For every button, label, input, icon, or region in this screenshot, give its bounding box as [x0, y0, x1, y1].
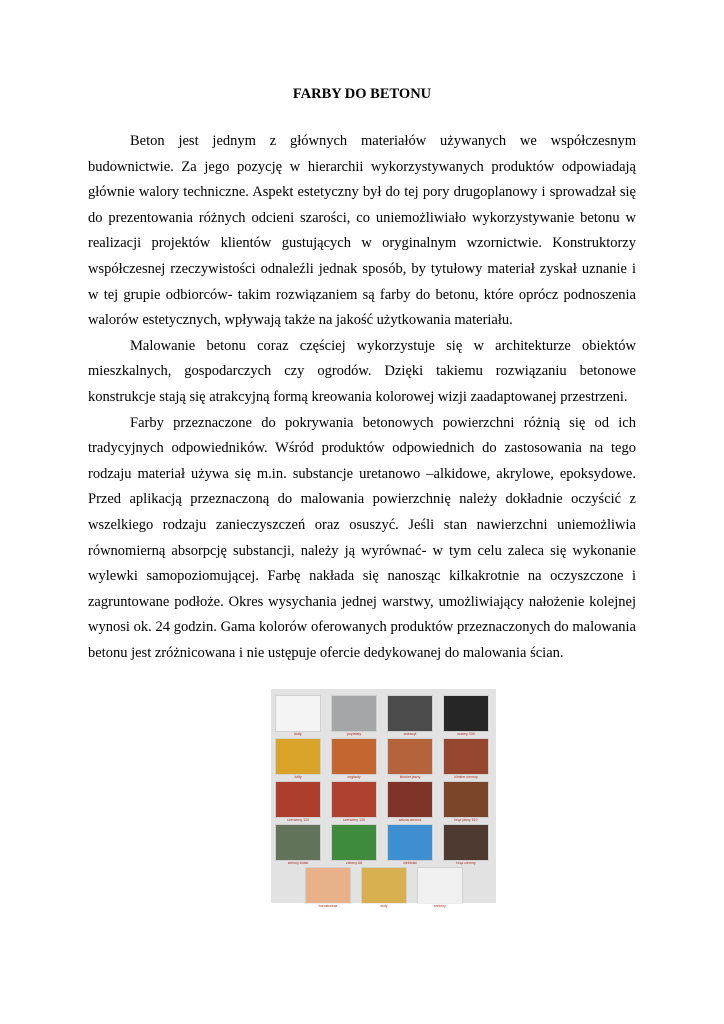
color-swatch-label: klinkier ciemny: [454, 775, 478, 779]
color-swatch: [388, 739, 432, 774]
color-swatch: [276, 825, 320, 860]
color-swatch: [332, 739, 376, 774]
color-swatch-label: zielony 68: [345, 861, 363, 865]
color-swatch: [444, 782, 488, 817]
color-swatch-label: zielony khaki: [287, 861, 309, 865]
color-swatch: [444, 739, 488, 774]
color-swatch-label: brzoskwinia: [318, 904, 338, 908]
color-swatch-label: popielaty: [346, 732, 362, 736]
color-swatch: [388, 782, 432, 817]
color-swatch: [418, 868, 462, 903]
color-swatch: [276, 739, 320, 774]
color-swatch-label: czerwony 110: [287, 818, 309, 822]
color-swatch-label: brąz ciemny: [456, 861, 476, 865]
color-swatch: [276, 696, 320, 731]
color-swatch-label: czerwony 130: [342, 818, 366, 822]
paragraph-3: Farby przeznaczone do pokrywania betonowych powierzchni różnią się od ich tradycyjnych odpowiedników. Wśród produktów odpowiednich do zastosowania na tego rodzaju materiał używa się m.in. substancje uretanowo –alkidowe, akrylowe, epoksydowe. Przed aplikacją przeznaczoną do malowania powierzchnię należy dokładnie oczyścić z wszelkiego rodzaju zanieczyszczeń oraz osuszyć. Jeśli stan nawierzchni uniemożliwia równomierną absorpcję substancji, należy ją wyrównać- w tym celu zaleca się wykonanie wylewki samopoziomującej. Farbę nakłada się nanosząc kilkakrotnie na oczyszczone i zagruntowane podłoże. Okres wysychania jednej warstwy, umożliwiający nałożenie kolejnej wynosi ok. 24 godzin. Gama kolorów oferowanych produktów przeznaczonych do malowania betonu jest zróżnicowana i nie ustępuje ofercie dedykowanej do malowania ścian.: [88, 414, 636, 661]
color-swatch: [306, 868, 350, 903]
color-swatch-label: czarny 330: [457, 732, 475, 736]
color-swatch-label: żółty: [294, 775, 302, 779]
color-swatch-label: wiśnia ciemna: [398, 818, 422, 822]
document-body: [88, 129, 636, 666]
color-swatch-label: niebieski: [403, 861, 417, 865]
color-swatch: [388, 696, 432, 731]
document-title: FARBY DO BETONU: [292, 86, 432, 102]
paragraph-1: Beton jest jednym z głównych materiałów używanych we współczesnym budownictwie. Za jego pozycję w hierarchii wykorzystywanych produktów odpowiadają głównie walory techniczne. Aspekt estetyczny był do tej pory drugoplanowy i sprowadzał się do prezentowania różnych odcieni szarości, co uniemożliwiało wykorzystywanie betonu w realizacji projektów klientów gustujących w oryginalnym wzornictwie. Konstruktorzy współczesnej rzeczywistości odnaleźli jednak sposób, by tytułowy materiał zyskał uznanie i w tej grupie odbiorców- takim rozwiązaniem są farby do betonu, które oprócz podnoszenia walorów estetycznych, wpływają także na jakość użytkowania materiału.: [88, 133, 636, 329]
color-swatch-label: klinkier jasny: [399, 775, 421, 779]
color-swatch-label: ceglasty: [347, 775, 361, 779]
color-swatch-card: [271, 689, 496, 908]
color-swatch: [444, 825, 488, 860]
color-swatch: [332, 825, 376, 860]
color-swatch: [276, 782, 320, 817]
color-swatch-label: srebrny: [434, 904, 446, 908]
color-swatch: [332, 696, 376, 731]
color-swatch: [332, 782, 376, 817]
color-swatch: [388, 825, 432, 860]
color-swatch-label: brąz jasny 610: [454, 818, 478, 822]
color-swatch-label: złoty: [380, 904, 388, 908]
paragraph-2: Malowanie betonu coraz częściej wykorzystuje się w architekturze obiektów mieszkalnych, gospodarczych czy ogrodów. Dzięki takiemu rozwiązaniu betonowe konstrukcje stają się atrakcyjną formą kreowania kolorowej wizji zaadaptowanej przestrzeni.: [88, 337, 636, 405]
color-swatch-label: biały: [294, 732, 302, 736]
color-swatch: [362, 868, 406, 903]
color-swatch: [444, 696, 488, 731]
color-swatch-label: antracyt: [403, 732, 417, 736]
